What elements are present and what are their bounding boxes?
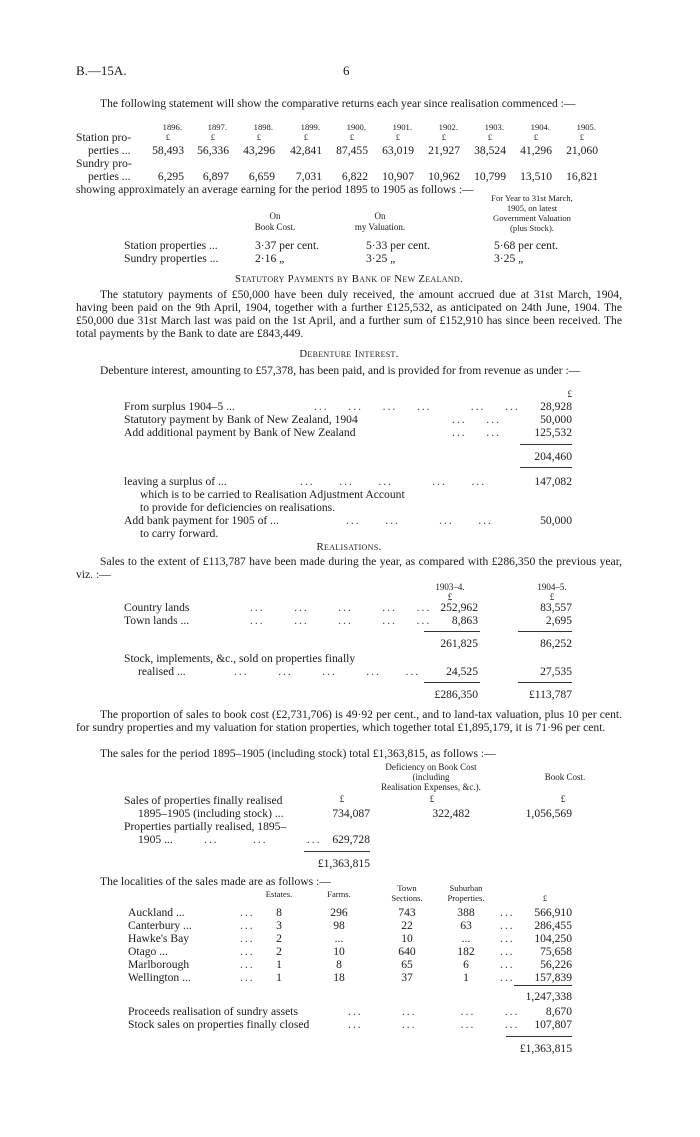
page-number: 6: [343, 63, 350, 78]
col3-header-1: For Year to 31st March,: [491, 193, 573, 203]
stock-label-1: Stock, implements, &c., sold on properties finally: [124, 652, 356, 665]
currency-symbol: £: [339, 794, 345, 804]
debenture-item-label: Add additional payment by Bank of New Zealand: [124, 426, 356, 439]
currency-symbol: £: [560, 794, 566, 804]
locality-farms: ...: [334, 932, 344, 945]
subtotal-1903: 261,825: [440, 637, 478, 650]
debenture-paragraph: Debenture interest, amounting to £57,378, has been paid, and is provided for from revenue as under :—: [100, 364, 581, 377]
station-return: 63,019: [382, 144, 414, 157]
sum-rule: [520, 444, 572, 445]
locality-suburban: 63: [460, 919, 472, 932]
partially-realised-value: 629,728: [332, 833, 370, 846]
year-header: 1903.: [484, 122, 504, 132]
currency-symbol: £: [429, 794, 435, 804]
leader-dots: ...: [500, 919, 515, 932]
locality-suburban: 388: [457, 906, 475, 919]
leader-dots: ... ... ... ... ...: [300, 475, 487, 488]
year-header: 1899.: [300, 122, 320, 132]
subtotal-1904: 86,252: [540, 637, 572, 650]
debenture-item-value: 50,000: [540, 413, 572, 426]
surplus-note-2: to provide for deficiencies on realisations.: [140, 501, 336, 514]
sum-rule: [520, 467, 572, 468]
sum-rule: [518, 631, 572, 632]
locality-farms: 10: [333, 945, 345, 958]
finally-realised-label-2: 1895–1905 (including stock) ...: [138, 807, 284, 820]
year-header: 1897.: [207, 122, 227, 132]
locality-amount: 566,910: [534, 906, 572, 919]
sundry-return: 10,962: [428, 170, 460, 183]
leader-dots: ...: [500, 958, 515, 971]
earnings-book-cost: 2·16 „: [255, 252, 285, 265]
localities-grand-total: £1,363,815: [519, 1042, 572, 1055]
localities-text: The localities of the sales made are as follows :—: [100, 875, 331, 888]
locality-amount: 104,250: [534, 932, 572, 945]
year-header: 1902.: [438, 122, 458, 132]
surplus-note-1: which is to be carried to Realisation Adjustment Account: [140, 488, 405, 501]
sundry-assets-value: 8,670: [545, 1005, 572, 1018]
locality-farms: 98: [333, 919, 345, 932]
year-header: 1898.: [253, 122, 273, 132]
currency-symbol: £: [349, 132, 354, 142]
currency-symbol: £: [165, 132, 170, 142]
debenture-item-value: 28,928: [540, 400, 572, 413]
year-header: 1905.: [576, 122, 596, 132]
total-1903: £286,350: [434, 688, 478, 701]
sum-rule: [506, 1036, 572, 1037]
stock-label-2: realised ...: [138, 665, 186, 678]
town-header-2: Sections.: [391, 893, 423, 903]
statutory-heading: Statutory Payments by Bank of New Zealand.: [234, 273, 463, 285]
locality-suburban: 182: [457, 945, 475, 958]
locality-name: Otago ...: [128, 945, 168, 958]
currency-symbol: £: [256, 132, 261, 142]
period-text: The sales for the period 1895–1905 (including stock) total £1,363,815, as follows :—: [100, 747, 496, 760]
station-return: 43,296: [243, 144, 275, 157]
leader-dots: ... ... ... ...: [346, 514, 493, 527]
leader-dots: ...: [500, 906, 515, 919]
sundry-return: 6,295: [157, 170, 184, 183]
leader-dots: ... ...: [452, 413, 501, 426]
realisation-1903-value: 8,863: [451, 614, 478, 627]
sum-rule: [424, 631, 480, 632]
earnings-book-cost: 3·37 per cent.: [255, 239, 320, 252]
leader-dots: ...: [240, 932, 255, 945]
statutory-paragraph: The statutory payments of £50,000 have been duly received, the amount accrued due at 31st March, 1904, having been paid on the 9th April, 1904, together with a further £125,532, as anticipated on 24th June, 1904. The £50,000 due 31st March last was paid on the 1st April, and a further sum of £152,910 has since been received. The total payments by the Bank to date are £843,449.: [76, 288, 622, 341]
suburban-header-2: Properties.: [447, 893, 485, 903]
col1-header-1: On: [269, 211, 281, 221]
station-return: 42,841: [290, 144, 322, 157]
surplus-value: 147,082: [534, 475, 572, 488]
locality-farms: 296: [330, 906, 348, 919]
total-1904: £113,787: [528, 688, 572, 701]
book-cost-value: 1,056,569: [525, 807, 572, 820]
realisation-1904-value: 83,557: [540, 601, 572, 614]
currency-symbol: £: [567, 389, 572, 399]
bank-payment-label: Add bank payment for 1905 of ...: [124, 514, 279, 527]
earnings-row-label: Sundry properties ...: [124, 252, 219, 265]
currency-symbol: £: [210, 132, 215, 142]
locality-suburban: 6: [463, 958, 469, 971]
locality-town-sections: 640: [398, 945, 416, 958]
estates-header: Estates.: [265, 889, 293, 899]
year-header: 1896.: [162, 122, 182, 132]
bank-note: to carry forward.: [140, 527, 219, 540]
locality-amount: 56,226: [540, 958, 572, 971]
debenture-item-label: Statutory payment by Bank of New Zealand, 1904: [124, 413, 358, 426]
locality-amount: 75,658: [540, 945, 572, 958]
locality-town-sections: 37: [401, 971, 413, 984]
partially-realised-label-2: 1905 ...: [138, 833, 173, 846]
earnings-government: 3·25 „: [494, 252, 524, 265]
leader-dots: ... ... ...: [204, 833, 322, 846]
debenture-item-value: 125,532: [534, 426, 572, 439]
sundry-label-2: perties ...: [88, 170, 131, 183]
locality-amount: 286,455: [534, 919, 572, 932]
locality-estates: 3: [276, 919, 282, 932]
locality-town-sections: 65: [401, 958, 413, 971]
locality-name: Canterbury ...: [128, 919, 192, 932]
locality-town-sections: 22: [401, 919, 413, 932]
locality-suburban: 1: [463, 971, 469, 984]
intro-paragraph: The following statement will show the comparative returns each year since realisation commenced :—: [100, 97, 576, 110]
sundry-return: 6,659: [248, 170, 275, 183]
realisation-row-label: Town lands ...: [124, 614, 190, 627]
col2-header-2: my Valuation.: [354, 222, 406, 232]
locality-name: Auckland ...: [128, 906, 185, 919]
currency-symbol: £: [542, 893, 548, 903]
book-cost-header: Book Cost.: [544, 772, 586, 782]
average-text: showing approximately an average earning for the period 1895 to 1905 as follows :—: [76, 183, 474, 196]
realisation-1904-value: 2,695: [545, 614, 572, 627]
currency-symbol: £: [395, 132, 400, 142]
earnings-valuation: 5·33 per cent.: [366, 239, 431, 252]
partially-realised-label-1: Properties partially realised, 1895–: [124, 820, 287, 833]
sundry-return: 6,822: [341, 170, 368, 183]
locality-farms: 8: [336, 958, 342, 971]
realisation-row-label: Country lands: [124, 601, 190, 614]
sundry-assets-label: Proceeds realisation of sundry assets: [128, 1005, 299, 1018]
realisations-paragraph: Sales to the extent of £113,787 have been made during the year, as compared with £286,350 the previous year, viz. :—: [76, 555, 622, 582]
year-header: 1901.: [392, 122, 412, 132]
col2-header-1: On: [374, 211, 386, 221]
leader-dots: ... ... ... ...: [348, 1018, 520, 1031]
leader-dots: ...: [500, 932, 515, 945]
earnings-government: 5·68 per cent.: [494, 239, 559, 252]
leader-dots: ... ... ... ...: [348, 1005, 520, 1018]
locality-name: Hawke's Bay: [128, 932, 190, 945]
sundry-return: 13,510: [520, 170, 552, 183]
station-return: 56,336: [197, 144, 229, 157]
leader-dots: ...: [240, 945, 255, 958]
leader-dots: ...: [240, 919, 255, 932]
leader-dots: ...: [240, 971, 255, 984]
currency-symbol: £: [441, 132, 446, 142]
col3-header-2: 1905, on latest: [506, 203, 558, 213]
deficiency-header-3: Realisation Expenses, &c.).: [381, 782, 481, 792]
locality-suburban: ...: [461, 932, 471, 945]
stock-sales-label: Stock sales on properties finally closed: [128, 1018, 310, 1031]
sum-rule: [304, 851, 370, 852]
station-return: 21,927: [428, 144, 460, 157]
station-return: 41,296: [520, 144, 552, 157]
debenture-heading: Debenture Interest.: [299, 348, 399, 360]
realisation-1903-value: 252,962: [440, 601, 478, 614]
proportion-paragraph: The proportion of sales to book cost (£2,731,706) is 49·92 per cent., and to land-tax valuation, plus 10 per cent. for sundry properties and my valuation for station properties, which together total £1,895,179, it is 71·96 per cent.: [76, 708, 622, 735]
stock-sales-value: 107,807: [534, 1018, 572, 1031]
locality-town-sections: 743: [398, 906, 416, 919]
col-1904-5: 1904–5.: [537, 582, 567, 592]
leader-dots: ...: [500, 971, 515, 984]
stock-1904: 27,535: [540, 665, 572, 678]
currency-symbol: £: [533, 132, 538, 142]
sum-rule: [514, 985, 572, 986]
sundry-return: 7,031: [295, 170, 322, 183]
period-total: £1,363,815: [317, 857, 370, 870]
town-header-1: Town: [397, 883, 417, 893]
earnings-valuation: 3·25 „: [366, 252, 396, 265]
sundry-return: 16,821: [566, 170, 598, 183]
currency-symbol: £: [549, 592, 555, 602]
stock-1903: 24,525: [446, 665, 478, 678]
sum-rule: [424, 682, 480, 683]
col-1903-4: 1903–4.: [435, 582, 465, 592]
locality-farms: 18: [333, 971, 345, 984]
sundry-return: 10,799: [474, 170, 506, 183]
deficiency-value: 322,482: [432, 807, 470, 820]
station-return: 58,493: [152, 144, 184, 157]
leader-dots: ... ... ... ... ...: [250, 614, 432, 627]
earnings-row-label: Station properties ...: [124, 239, 218, 252]
currency-symbol: £: [579, 132, 584, 142]
leader-dots: ...: [500, 945, 515, 958]
station-label-2: perties ...: [88, 144, 131, 157]
locality-amount: 157,839: [534, 971, 572, 984]
currency-symbol: £: [303, 132, 308, 142]
station-return: 21,060: [566, 144, 598, 157]
col3-header-4: (plus Stock).: [510, 223, 554, 233]
station-label-1: Station pro-: [76, 131, 132, 144]
leader-dots: ... ... ... ... ...: [234, 665, 421, 678]
deficiency-header-2: (including: [412, 772, 450, 782]
sundry-return: 6,897: [202, 170, 229, 183]
station-return: 87,455: [336, 144, 368, 157]
suburban-header-1: Suburban: [449, 883, 483, 893]
localities-subtotal: 1,247,338: [525, 990, 572, 1003]
sundry-return: 10,907: [382, 170, 414, 183]
report-reference: B.—15A.: [76, 63, 127, 78]
sum-rule: [518, 682, 572, 683]
debenture-item-label: From surplus 1904–5 ...: [124, 400, 235, 413]
currency-symbol: £: [487, 132, 492, 142]
locality-town-sections: 10: [401, 932, 413, 945]
leader-dots: ... ... ... ... ... ...: [314, 400, 520, 413]
locality-estates: 1: [276, 971, 282, 984]
deficiency-header-1: Deficiency on Book Cost: [385, 762, 477, 772]
realisations-heading: Realisations.: [316, 541, 382, 553]
bank-payment-value: 50,000: [540, 514, 572, 527]
currency-symbol: £: [447, 592, 453, 602]
finally-realised-value: 734,087: [332, 807, 370, 820]
finally-realised-label-1: Sales of properties finally realised: [124, 794, 283, 807]
farms-header: Farms.: [327, 889, 351, 899]
surplus-label: leaving a surplus of ...: [124, 475, 227, 488]
year-header: 1900.: [346, 122, 366, 132]
debenture-total: 204,460: [534, 450, 572, 463]
col1-header-2: Book Cost.: [254, 222, 296, 232]
locality-estates: 8: [276, 906, 282, 919]
leader-dots: ...: [240, 958, 255, 971]
station-return: 38,524: [474, 144, 506, 157]
locality-name: Marlborough: [128, 958, 190, 971]
locality-name: Wellington ...: [128, 971, 191, 984]
leader-dots: ... ...: [452, 426, 501, 439]
leader-dots: ...: [240, 906, 255, 919]
locality-estates: 1: [276, 958, 282, 971]
locality-estates: 2: [276, 945, 282, 958]
locality-estates: 2: [276, 932, 282, 945]
sundry-label-1: Sundry pro-: [76, 157, 132, 170]
leader-dots: ... ... ... ... ...: [250, 601, 432, 614]
col3-header-3: Government Valuation: [493, 213, 571, 223]
year-header: 1904.: [530, 122, 550, 132]
